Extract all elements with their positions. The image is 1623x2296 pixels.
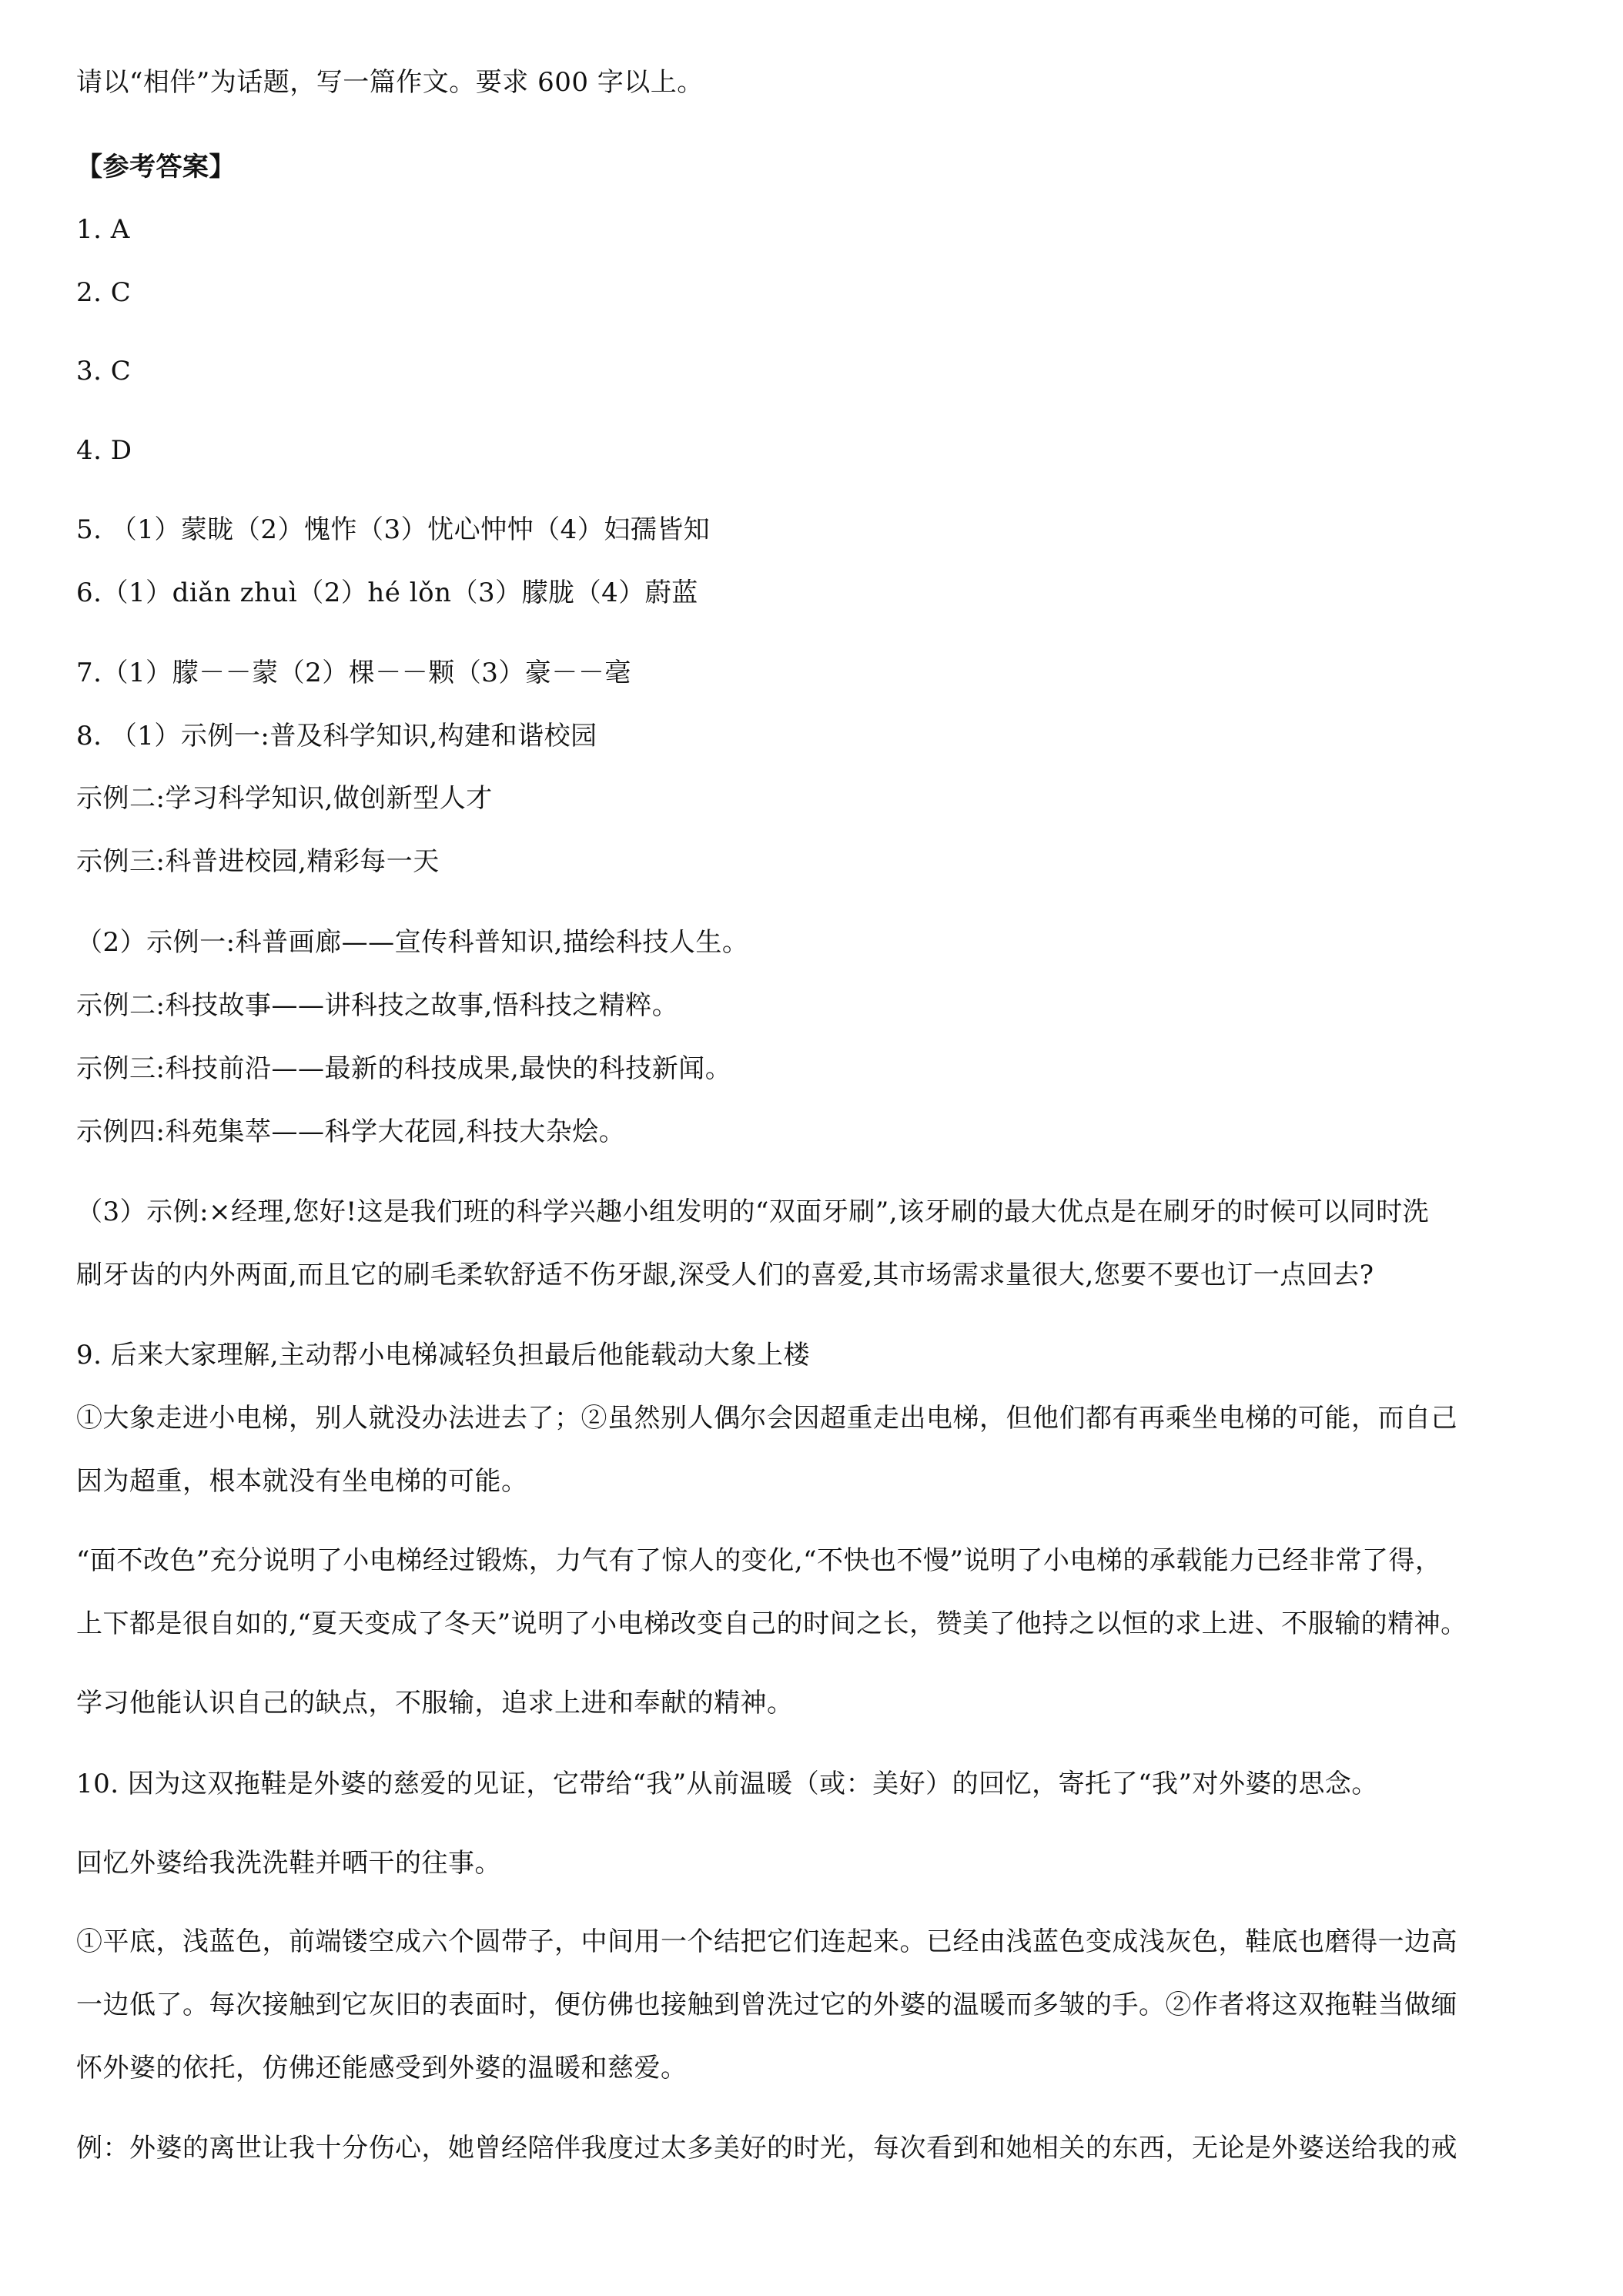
answer-9-c-line2: 上下都是很自如的,“夏天变成了冬天”说明了小电梯改变自己的时间之长，赞美了他持之以恒的求上进、不服输的精神。 bbox=[76, 1608, 1467, 1639]
answer-9-b-line2: 因为超重，根本就没有坐电梯的可能。 bbox=[76, 1466, 528, 1497]
answer-8-part3-line1: （3）示例:×经理,您好!这是我们班的科学兴趣小组发明的“双面牙刷”,该牙刷的最大优点是在刷牙的时候可以同时洗 bbox=[76, 1197, 1430, 1227]
answer-10-c-line3: 怀外婆的依托，仿佛还能感受到外婆的温暖和慈爱。 bbox=[76, 2053, 688, 2083]
answer-heading: 【参考答案】 bbox=[76, 152, 236, 182]
answer-8-part2-example2: 示例二:科技故事——讲科技之故事,悟科技之精粹。 bbox=[76, 990, 679, 1021]
answer-9-c-line1: “面不改色”充分说明了小电梯经过锻炼，力气有了惊人的变化,“不快也不慢”说明了小电梯的承载能力已经非常了得， bbox=[76, 1545, 1442, 1576]
answer-5: 5. （1）蒙眬（2）愧怍（3）忧心忡忡（4）妇孺皆知 bbox=[76, 514, 711, 545]
answer-10-c-line2: 一边低了。每次接触到它灰旧的表面时，便仿佛也接触到曾洗过它的外婆的温暖而多皱的手。②作者将这双拖鞋当做缅 bbox=[76, 1990, 1457, 2020]
answer-8-example2: 示例二:学习科学知识,做创新型人才 bbox=[76, 783, 493, 814]
answer-8-part2-example4: 示例四:科苑集萃——科学大花园,科技大杂烩。 bbox=[76, 1116, 626, 1147]
answer-8-part3-line2: 刷牙齿的内外两面,而且它的刷毛柔软舒适不伤牙龈,深受人们的喜爱,其市场需求量很大,您要不要也订一点回去? bbox=[76, 1260, 1374, 1290]
answer-2: 2. C bbox=[76, 277, 132, 308]
answer-9: 9. 后来大家理解,主动帮小电梯减轻负担最后他能载动大象上楼 bbox=[76, 1340, 811, 1371]
answer-3: 3. C bbox=[76, 356, 132, 387]
answer-8-part1: 8. （1）示例一:普及科学知识,构建和谐校园 bbox=[76, 721, 597, 751]
answer-1: 1. A bbox=[76, 214, 130, 245]
answer-4: 4. D bbox=[76, 435, 132, 466]
answer-10-c-line1: ①平底，浅蓝色，前端镂空成六个圆带子，中间用一个结把它们连起来。已经由浅蓝色变成浅灰色，鞋底也磨得一边高 bbox=[76, 1926, 1457, 1957]
answer-10-d: 例：外婆的离世让我十分伤心，她曾经陪伴我度过太多美好的时光，每次看到和她相关的东西，无论是外婆送给我的戒 bbox=[76, 2133, 1457, 2164]
answer-7: 7.（1）朦－－蒙（2）棵－－颗（3）豪－－毫 bbox=[76, 658, 631, 688]
answer-10: 10. 因为这双拖鞋是外婆的慈爱的见证，它带给“我”从前温暖（或：美好）的回忆，寄托了“我”对外婆的思念。 bbox=[76, 1769, 1378, 1799]
essay-prompt: 请以“相伴”为话题，写一篇作文。要求 600 字以上。 bbox=[76, 67, 704, 98]
answer-8-part2-example3: 示例三:科技前沿——最新的科技成果,最快的科技新闻。 bbox=[76, 1053, 732, 1084]
answer-10-b: 回忆外婆给我洗洗鞋并晒干的往事。 bbox=[76, 1848, 501, 1879]
answer-8-example3: 示例三:科普进校园,精彩每一天 bbox=[76, 846, 440, 877]
answer-6: 6.（1）diǎn zhuì（2）hé lǒn（3）朦胧（4）蔚蓝 bbox=[76, 577, 698, 608]
answer-8-part2: （2）示例一:科普画廊——宣传科普知识,描绘科技人生。 bbox=[76, 927, 749, 958]
answer-9-d: 学习他能认识自己的缺点，不服输，追求上进和奉献的精神。 bbox=[76, 1688, 794, 1719]
answer-9-b-line1: ①大象走进小电梯，别人就没办法进去了；②虽然别人偶尔会因超重走出电梯，但他们都有再乘坐电梯的可能，而自己 bbox=[76, 1403, 1457, 1434]
